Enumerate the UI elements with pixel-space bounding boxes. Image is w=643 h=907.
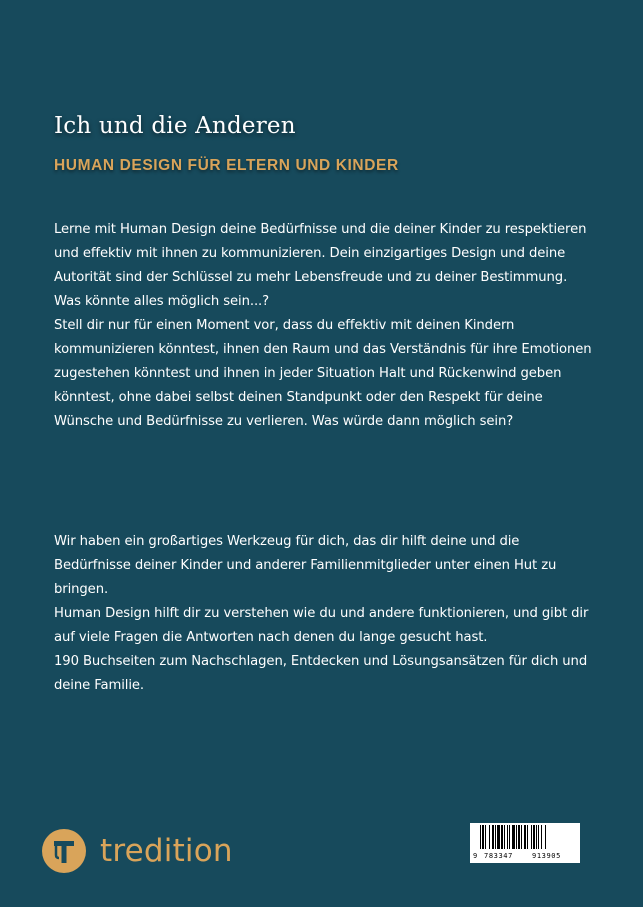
barcode-bar — [536, 825, 537, 849]
barcode-bar — [545, 825, 546, 849]
blurb-paragraph-5: Human Design hilft dir zu verstehen wie du und andere funktionieren, und gibt dir auf viele Fragen die Antworten nach denen du lange gesucht hast. — [54, 606, 589, 645]
barcode-bar — [531, 825, 532, 849]
barcode-bar — [504, 825, 505, 849]
barcode-bar — [497, 825, 500, 849]
publisher-name: tredition — [100, 833, 233, 869]
barcode-bar — [516, 825, 517, 849]
barcode-left-group: 783347 — [484, 852, 513, 860]
blurb-paragraph-3: Stell dir nur für einen Moment vor, dass du effektiv mit deinen Kindern kommunizieren könntest, ihnen den Raum und das Verständnis für ihre Emotionen zugestehen könntest und ihnen in jeder Situation Halt und Rückenwind geben könntest, ohne dabei selbst deinen Standpunkt oder den Respekt für deine Wünsche und Bedürfnisse zu verlieren. Was würde dann möglich sein? — [54, 318, 592, 429]
blurb-paragraph-2: Was könnte alles möglich sein...? — [54, 294, 270, 309]
barcode-bar — [541, 825, 542, 849]
blurb-block-2 — [54, 530, 594, 698]
barcode-bar — [485, 825, 486, 849]
isbn-barcode — [470, 823, 580, 863]
barcode-bar — [518, 825, 520, 849]
barcode-bar — [489, 825, 490, 849]
barcode-bar — [533, 825, 535, 849]
barcode-bar — [495, 825, 496, 849]
barcode-bar — [482, 825, 484, 849]
barcode-bar — [538, 825, 539, 849]
barcode-bar — [501, 825, 503, 849]
blurb-paragraph-4: Wir haben ein großartiges Werkzeug für dich, das dir hilft deine und die Bedürfnisse deiner Kinder und anderer Familienmitglieder unter einen Hut zu bringen. — [54, 534, 557, 597]
barcode-bar — [521, 825, 522, 849]
barcode-bar — [507, 825, 508, 849]
barcode-right-group: 913905 — [532, 852, 561, 860]
book-subtitle: HUMAN DESIGN FÜR ELTERN UND KINDER — [54, 157, 399, 174]
barcode-bar — [524, 825, 526, 849]
barcode-bar — [527, 825, 528, 849]
barcode-bar — [509, 825, 510, 849]
blurb-paragraph-1: Lerne mit Human Design deine Bedürfnisse und die deiner Kinder zu respektieren und effektiv mit ihnen zu kommunizieren. Dein einzigartiges Design und deine Autorität sind der Schlüssel zu mehr Lebensfreude und zu deiner Bestimmung. — [54, 222, 587, 285]
barcode-bar — [512, 825, 515, 849]
barcode-first-digit: 9 — [473, 852, 478, 860]
barcode-bar — [492, 825, 494, 849]
book-title: Ich und die Anderen — [54, 113, 296, 139]
barcode-digits — [470, 850, 580, 862]
blurb-block-1 — [54, 218, 594, 434]
blurb-paragraph-6: 190 Buchseiten zum Nachschlagen, Entdecken und Lösungsansätzen für dich und deine Familie. — [54, 654, 588, 693]
tredition-t-logo-icon — [42, 829, 86, 873]
barcode-bar — [480, 825, 481, 849]
publisher-logo-lockup — [42, 827, 233, 875]
